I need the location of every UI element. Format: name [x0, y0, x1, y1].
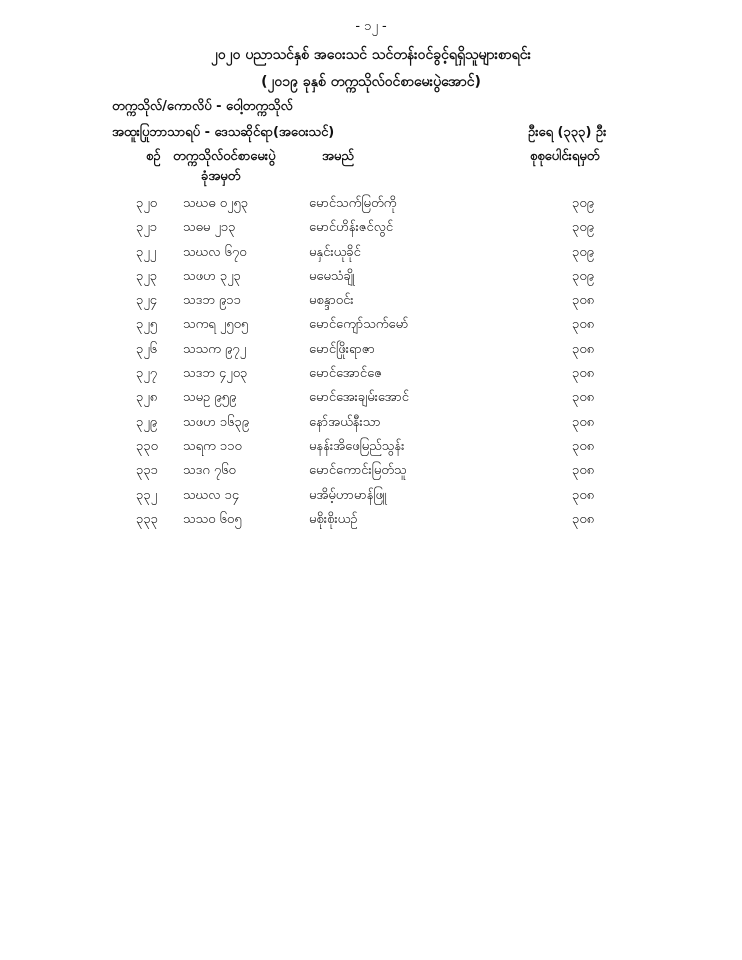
- total-score: ၃၀၈: [572, 463, 595, 479]
- roll-number: သဒဘ ၉၁၁: [183, 293, 241, 309]
- table-row: [0, 292, 742, 316]
- total-score: ၃၀၈: [572, 366, 595, 382]
- student-name: မနန်းအိဖေမြည်သွန်း: [309, 438, 405, 454]
- roll-number: သဃလ ၁၄: [183, 487, 240, 503]
- student-name: မောင်ဖြိုးရာဇာ: [309, 341, 375, 357]
- table-row: [0, 268, 742, 292]
- total-count: ဦးရေ (၃၃၃) ဦး: [528, 125, 607, 140]
- column-header-name: အမည်: [322, 149, 354, 164]
- roll-number: သဓမ ၂၁၃: [183, 220, 236, 236]
- roll-number: သဖဟ ၃၂၃: [183, 268, 241, 284]
- row-number: ၃၂၈: [136, 390, 158, 406]
- column-header-roll-line2: ခုံအမှတ်: [201, 169, 241, 184]
- column-header-score: စုစုပေါင်းရမှတ်: [530, 149, 600, 164]
- row-number: ၃၂၅: [136, 317, 158, 333]
- roll-number: သဃဓ ၀၂၅၃: [183, 196, 249, 211]
- total-score: ၃၀၈: [572, 487, 595, 503]
- student-name: မောင်ဟိန်းဇင်လွင်: [309, 220, 394, 236]
- student-name: မောင်ကောင်းမြတ်သူ: [309, 463, 407, 479]
- student-name: မစိုးစိုးယဉ်: [309, 511, 358, 527]
- row-number: ၃၂၂: [136, 244, 157, 260]
- table-row: [0, 487, 742, 511]
- roll-number: သဒဘ ၄၂၀၃: [183, 366, 248, 382]
- total-score: ၃၀၈: [572, 317, 595, 333]
- student-name: မနှင်းယုခိုင်: [309, 244, 361, 260]
- total-score: ၃၀၉: [572, 244, 594, 260]
- row-number: ၃၂၃: [136, 268, 158, 284]
- subject-line: အထူးပြုဘာသာရပ် - ဒေသဆိုင်ရာ(အဝေးသင်): [112, 125, 335, 140]
- document-title: ၂၀၂၀ ပညာသင်နှစ် အဝေးသင် သင်တန်းဝင်ခွင့်ရရှိသူများစာရင်း: [210, 47, 532, 63]
- row-number: ၃၂၁: [136, 220, 158, 236]
- page-number: - ၁၂ -: [355, 19, 387, 34]
- student-name: မောင်သက်မြတ်ကို: [309, 196, 397, 211]
- table-row: [0, 414, 742, 438]
- student-name: မောင်ကျော်သက်မော်: [309, 317, 409, 333]
- row-number: ၃၃၂: [136, 487, 158, 503]
- roll-number: သမဥ ၉၅၉: [183, 390, 237, 406]
- column-header-no: စဉ်: [146, 149, 161, 164]
- roll-number: သဒဂ ၇၆၀: [183, 463, 236, 479]
- table-row: [0, 438, 742, 462]
- document-subtitle: (၂၀၁၉ ခုနှစ် တက္ကသိုလ်ဝင်စာမေးပွဲအောင်): [261, 74, 481, 90]
- row-number: ၃၃၀: [136, 438, 158, 454]
- row-number: ၃၂၇: [136, 366, 158, 382]
- roll-number: သရက ၁၁၀: [183, 438, 242, 454]
- student-name: မစန္ဒာဝင်း: [309, 293, 354, 309]
- table-row: [0, 341, 742, 365]
- roll-number: သသက ၉၇၂: [183, 341, 247, 357]
- row-number: ၃၃၃: [136, 511, 158, 527]
- total-score: ၃၀၉: [572, 196, 594, 211]
- row-number: ၃၂၆: [136, 341, 158, 357]
- total-score: ၃၀၈: [572, 414, 595, 430]
- student-name: မောင်အောင်ဇေ: [309, 366, 382, 382]
- student-name: မမေသံချို: [309, 268, 355, 284]
- table-row: [0, 462, 742, 486]
- table-row: [0, 195, 742, 219]
- column-header-roll: တက္ကသိုလ်ဝင်စာမေးပွဲ: [173, 149, 276, 164]
- roll-number: သသဝ ၆၀၅: [183, 511, 242, 527]
- row-number: ၃၃၁: [136, 463, 158, 479]
- total-score: ၃၀၈: [572, 390, 595, 406]
- total-score: ၃၀၈: [572, 293, 595, 309]
- total-score: ၃၀၈: [572, 341, 595, 357]
- roll-number: သကရ ၂၅၀၅: [183, 317, 249, 333]
- student-name: မအိမ့်ဟာမာန်ဖြူ: [309, 487, 387, 503]
- table-row: [0, 219, 742, 243]
- table-row: [0, 389, 742, 413]
- student-name: မောင်အေးချမ်းအောင်: [309, 390, 409, 406]
- table-row: [0, 365, 742, 389]
- table-row: [0, 511, 742, 535]
- total-score: ၃၀၉: [572, 220, 594, 236]
- row-number: ၃၂၄: [136, 293, 158, 309]
- row-number: ၃၂၀: [136, 196, 158, 211]
- student-list: [0, 195, 742, 535]
- total-score: ၃၀၈: [572, 438, 595, 454]
- student-name: နော်အယ်နီးသာ: [309, 414, 381, 430]
- row-number: ၃၂၉: [136, 414, 158, 430]
- roll-number: သဃလ ၆၇၀: [183, 244, 247, 260]
- total-score: ၃၀၉: [572, 268, 594, 284]
- university-line: တက္ကသိုလ်/ကောလိပ် - ဝေါ့တက္ကသိုလ်: [112, 99, 293, 114]
- total-score: ၃၀၈: [572, 511, 595, 527]
- table-row: [0, 316, 742, 340]
- roll-number: သဖဟ ၁၆၃၉: [183, 414, 250, 430]
- table-row: [0, 244, 742, 268]
